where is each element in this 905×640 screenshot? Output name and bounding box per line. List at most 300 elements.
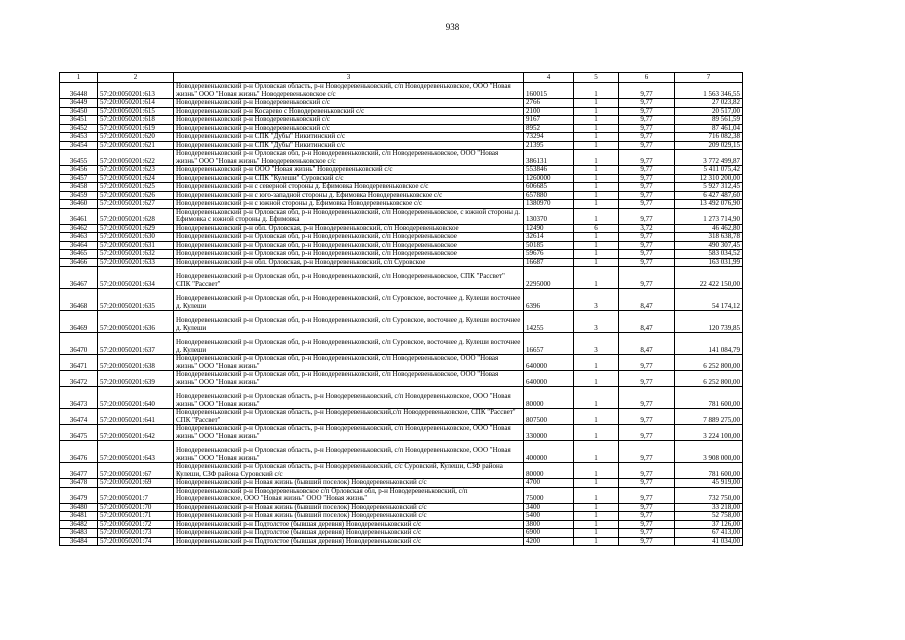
row-number-cell: 36480 xyxy=(60,503,98,512)
location-description-cell: Новодеревеньковский р-н СПК "Дубы" Никитинский с/с xyxy=(174,133,524,142)
rate-cell: 9,77 xyxy=(619,267,675,289)
rate-cell: 9,77 xyxy=(619,537,675,546)
rate-cell: 9,77 xyxy=(619,150,675,166)
table-row xyxy=(60,233,743,242)
area-cell: 14255 xyxy=(524,311,574,333)
value-cell: 5 927 312,45 xyxy=(675,183,743,192)
value-cell: 1 563 346,55 xyxy=(675,83,743,99)
value-cell: 120 739,85 xyxy=(675,311,743,333)
category-cell: 1 xyxy=(574,99,619,108)
location-description-cell: Новодеревеньковский р-н Орловская область, р-н Новодеревеньковский,с/п Новодеревеньковское, СПК "Рассвет" СПК "Рассвет" xyxy=(174,409,524,425)
category-cell: 1 xyxy=(574,425,619,441)
rate-cell: 9,77 xyxy=(619,479,675,488)
row-number-cell: 36458 xyxy=(60,183,98,192)
table-row xyxy=(60,116,743,125)
value-cell: 37 126,00 xyxy=(675,520,743,529)
location-description-cell: Новодеревеньковский р-н Орловская обл, р-н Новодеревеньковский, с/п Новодеревеньковское, ООО "Новая жизнь" ООО "Новая жизнь" xyxy=(174,355,524,371)
table-row xyxy=(60,166,743,175)
rate-cell: 9,77 xyxy=(619,183,675,192)
location-description-cell: Новодеревеньковский р-н обл. Орловская, р-н Новодеревеньковский, с/п Новодеревеньковское xyxy=(174,224,524,233)
location-description-cell: Новодеревеньковский р-н СПК "Кулеши" Суровский с/с xyxy=(174,174,524,183)
location-description-cell: Новодеревеньковский р-н Орловская область, р-н Новодеревеньковский, с/п Новодеревеньковское, ООО "Новая жизнь" ООО "Новая жизнь" xyxy=(174,387,524,409)
location-description-cell: Новодеревеньковский р-н обл. Орловская, р-н Новодеревеньковский, с/п Суровское xyxy=(174,258,524,267)
area-cell: 16657 xyxy=(524,333,574,355)
category-cell: 1 xyxy=(574,441,619,463)
area-cell: 4200 xyxy=(524,537,574,546)
value-cell: 67 413,00 xyxy=(675,529,743,538)
row-number-cell: 36469 xyxy=(60,311,98,333)
category-cell: 1 xyxy=(574,116,619,125)
value-cell: 732 750,00 xyxy=(675,487,743,503)
value-cell: 3 224 100,00 xyxy=(675,425,743,441)
row-number-cell: 36481 xyxy=(60,512,98,521)
row-number-cell: 36453 xyxy=(60,133,98,142)
area-cell: 553846 xyxy=(524,166,574,175)
row-number-cell: 36457 xyxy=(60,174,98,183)
area-cell: 4700 xyxy=(524,479,574,488)
category-cell: 1 xyxy=(574,479,619,488)
rate-cell: 9,77 xyxy=(619,233,675,242)
area-cell: 160015 xyxy=(524,83,574,99)
location-description-cell: Новодеревеньковский р-н Новая жизнь (бывший поселок) Новодеревеньковский с/с xyxy=(174,479,524,488)
row-number-cell: 36452 xyxy=(60,124,98,133)
value-cell: 13 492 076,90 xyxy=(675,200,743,209)
row-number-cell: 36479 xyxy=(60,487,98,503)
header-cell: 1 xyxy=(60,73,98,83)
category-cell: 1 xyxy=(574,387,619,409)
area-cell: 1260000 xyxy=(524,174,574,183)
cadastral-number-cell: 57:20:0050201:626 xyxy=(98,191,174,200)
value-cell: 33 218,00 xyxy=(675,503,743,512)
table-row xyxy=(60,487,743,503)
area-cell: 80000 xyxy=(524,463,574,479)
area-cell: 606685 xyxy=(524,183,574,192)
cadastral-number-cell: 57:20:0050201:629 xyxy=(98,224,174,233)
location-description-cell: Новодеревеньковский р-н Орловская обл, р-н Новодеревеньковский, с/п Суровское, восточнее д. Кулеши восточнее д. Кулеши xyxy=(174,333,524,355)
value-cell: 6 252 800,00 xyxy=(675,355,743,371)
cadastral-number-cell: 57:20:0050201:643 xyxy=(98,441,174,463)
rate-cell: 9,77 xyxy=(619,512,675,521)
table-row xyxy=(60,183,743,192)
cadastral-number-cell: 57:20:0050201:635 xyxy=(98,289,174,311)
category-cell: 1 xyxy=(574,124,619,133)
category-cell: 1 xyxy=(574,174,619,183)
area-cell: 21395 xyxy=(524,141,574,150)
row-number-cell: 36476 xyxy=(60,441,98,463)
value-cell: 163 031,99 xyxy=(675,258,743,267)
row-number-cell: 36483 xyxy=(60,529,98,538)
value-cell: 6 252 800,00 xyxy=(675,371,743,387)
cadastral-number-cell: 57:20:0050201:624 xyxy=(98,174,174,183)
value-cell: 54 174,12 xyxy=(675,289,743,311)
location-description-cell: Новодеревеньковский р-н Орловская обл, р-н Новодеревеньковский, с/п Новодеревеньковское xyxy=(174,241,524,250)
page-number: 938 xyxy=(445,22,460,32)
rate-cell: 8,47 xyxy=(619,289,675,311)
category-cell: 1 xyxy=(574,258,619,267)
location-description-cell: Новодеревеньковский р-н Новодеревеньковский с/с xyxy=(174,124,524,133)
value-cell: 781 600,00 xyxy=(675,387,743,409)
category-cell: 1 xyxy=(574,537,619,546)
cadastral-number-cell: 57:20:0050201:67 xyxy=(98,463,174,479)
header-cell: 2 xyxy=(98,73,174,83)
value-cell: 583 034,52 xyxy=(675,250,743,259)
location-description-cell: Новодеревеньковский р-н Орловская обл, р-н Новодеревеньковский, с/п Новодеревеньковское xyxy=(174,250,524,259)
location-description-cell: Новодеревеньковский р-н Орловская область, р-н Новодеревеньковский, с/с Суровский, Кулеши, СЗФ района Кулеши, СЗФ района Суровский с/с xyxy=(174,463,524,479)
rate-cell: 9,77 xyxy=(619,529,675,538)
category-cell: 1 xyxy=(574,200,619,209)
rate-cell: 9,77 xyxy=(619,250,675,259)
cadastral-number-cell: 57:20:0050201:613 xyxy=(98,83,174,99)
area-cell: 3400 xyxy=(524,503,574,512)
cadastral-number-cell: 57:20:0050201:641 xyxy=(98,409,174,425)
row-number-cell: 36472 xyxy=(60,371,98,387)
header-cell: 7 xyxy=(675,73,743,83)
location-description-cell: Новодеревеньковский р-н Косарево с Новодеревеньковский с/с xyxy=(174,107,524,116)
value-cell: 3 908 000,00 xyxy=(675,441,743,463)
category-cell: 1 xyxy=(574,409,619,425)
cadastral-number-cell: 57:20:0050201:632 xyxy=(98,250,174,259)
row-number-cell: 36473 xyxy=(60,387,98,409)
table-row xyxy=(60,174,743,183)
category-cell: 1 xyxy=(574,141,619,150)
rate-cell: 9,77 xyxy=(619,83,675,99)
value-cell: 6 427 487,60 xyxy=(675,191,743,200)
value-cell: 141 084,79 xyxy=(675,333,743,355)
area-cell: 1380970 xyxy=(524,200,574,209)
location-description-cell: Новодеревеньковский р-н Орловская обл, р-н Новодеревеньковский, с/п Суровское, восточнее д. Кулеши восточнее д. Кулеши xyxy=(174,289,524,311)
cadastral-number-cell: 57:20:0050201:638 xyxy=(98,355,174,371)
area-cell: 59676 xyxy=(524,250,574,259)
category-cell: 1 xyxy=(574,463,619,479)
rate-cell: 9,77 xyxy=(619,200,675,209)
rate-cell: 9,77 xyxy=(619,387,675,409)
row-number-cell: 36456 xyxy=(60,166,98,175)
category-cell: 3 xyxy=(574,289,619,311)
cadastral-number-cell: 57:20:0050201:71 xyxy=(98,512,174,521)
cadastral-number-cell: 57:20:0050201:642 xyxy=(98,425,174,441)
table-header-row xyxy=(60,73,743,83)
table-row xyxy=(60,107,743,116)
table-row xyxy=(60,83,743,99)
table-row xyxy=(60,463,743,479)
table-row xyxy=(60,250,743,259)
row-number-cell: 36459 xyxy=(60,191,98,200)
row-number-cell: 36471 xyxy=(60,355,98,371)
category-cell: 1 xyxy=(574,503,619,512)
table-row xyxy=(60,258,743,267)
table-row xyxy=(60,479,743,488)
category-cell: 1 xyxy=(574,183,619,192)
row-number-cell: 36467 xyxy=(60,267,98,289)
cadastral-number-cell: 57:20:0050201:614 xyxy=(98,99,174,108)
cadastral-number-cell: 57:20:0050201:628 xyxy=(98,208,174,224)
table-row xyxy=(60,267,743,289)
value-cell: 20 517,00 xyxy=(675,107,743,116)
value-cell: 89 561,59 xyxy=(675,116,743,125)
value-cell: 45 919,00 xyxy=(675,479,743,488)
rate-cell: 8,47 xyxy=(619,311,675,333)
row-number-cell: 36463 xyxy=(60,233,98,242)
location-description-cell: Новодеревеньковский р-н Орловская обл, р-н Новодеревеньковский, с/п Новодеревеньковское xyxy=(174,233,524,242)
rate-cell: 9,77 xyxy=(619,441,675,463)
row-number-cell: 36464 xyxy=(60,241,98,250)
header-cell: 5 xyxy=(574,73,619,83)
cadastral-number-cell: 57:20:0050201:72 xyxy=(98,520,174,529)
rate-cell: 9,77 xyxy=(619,133,675,142)
category-cell: 1 xyxy=(574,133,619,142)
table-row xyxy=(60,409,743,425)
table-row xyxy=(60,99,743,108)
location-description-cell: Новодеревеньковский р-н Подтолстое (бывшая деревня) Новодеревеньковский с/с xyxy=(174,520,524,529)
area-cell: 3800 xyxy=(524,520,574,529)
location-description-cell: Новодеревеньковский р-н Орловская область, р-н Новодеревеньковский, с/п Новодеревеньковское, ООО "Новая жизнь" ООО "Новая жизнь" xyxy=(174,441,524,463)
rate-cell: 9,77 xyxy=(619,124,675,133)
table-row xyxy=(60,387,743,409)
rate-cell: 9,77 xyxy=(619,191,675,200)
area-cell: 16687 xyxy=(524,258,574,267)
rate-cell: 9,77 xyxy=(619,463,675,479)
area-cell: 8952 xyxy=(524,124,574,133)
table-row xyxy=(60,441,743,463)
row-number-cell: 36468 xyxy=(60,289,98,311)
rate-cell: 9,77 xyxy=(619,166,675,175)
cadastral-number-cell: 57:20:0050201:637 xyxy=(98,333,174,355)
table-row xyxy=(60,355,743,371)
rate-cell: 9,77 xyxy=(619,355,675,371)
table-row xyxy=(60,520,743,529)
location-description-cell: Новодеревеньковский р-н с северной стороны д. Ефимовка Новодеревеньковское с/с xyxy=(174,183,524,192)
table-row xyxy=(60,311,743,333)
category-cell: 1 xyxy=(574,267,619,289)
row-number-cell: 36478 xyxy=(60,479,98,488)
header-cell: 3 xyxy=(174,73,524,83)
table-row xyxy=(60,512,743,521)
rate-cell: 9,77 xyxy=(619,107,675,116)
category-cell: 1 xyxy=(574,233,619,242)
cadastral-number-cell: 57:20:0050201:636 xyxy=(98,311,174,333)
location-description-cell: Новодеревеньковский р-н Подтолстое (бывшая деревня) Новодеревеньковский с/с xyxy=(174,537,524,546)
value-cell: 27 023,82 xyxy=(675,99,743,108)
cadastral-number-cell: 57:20:0050201:7 xyxy=(98,487,174,503)
location-description-cell: Новодеревеньковский р-н СПК "Дубы" Никитинский с/с xyxy=(174,141,524,150)
area-cell: 807500 xyxy=(524,409,574,425)
rate-cell: 9,77 xyxy=(619,241,675,250)
row-number-cell: 36465 xyxy=(60,250,98,259)
category-cell: 1 xyxy=(574,250,619,259)
category-cell: 3 xyxy=(574,311,619,333)
area-cell: 2100 xyxy=(524,107,574,116)
value-cell: 490 307,45 xyxy=(675,241,743,250)
row-number-cell: 36455 xyxy=(60,150,98,166)
area-cell: 130370 xyxy=(524,208,574,224)
area-cell: 6900 xyxy=(524,529,574,538)
location-description-cell: Новодеревеньковский р-н Орловская обл, р-н Новодеревеньковский, с/п Новодеревеньковское, СПК "Рассвет" СПК "Рассвет" xyxy=(174,267,524,289)
rate-cell: 9,77 xyxy=(619,487,675,503)
table-row xyxy=(60,200,743,209)
table-row xyxy=(60,371,743,387)
category-cell: 1 xyxy=(574,529,619,538)
value-cell: 1 273 714,90 xyxy=(675,208,743,224)
area-cell: 50185 xyxy=(524,241,574,250)
cadastral-number-cell: 57:20:0050201:70 xyxy=(98,503,174,512)
area-cell: 32614 xyxy=(524,233,574,242)
rate-cell: 9,77 xyxy=(619,520,675,529)
location-description-cell: Новодеревеньковский р-н Орловская область, р-н Новодеревеньковский, с/п Новодеревеньковское, ООО "Новая жизнь" ООО "Новая жизнь" xyxy=(174,425,524,441)
rate-cell: 9,77 xyxy=(619,141,675,150)
rate-cell: 8,47 xyxy=(619,333,675,355)
row-number-cell: 36470 xyxy=(60,333,98,355)
cadastral-number-cell: 57:20:0050201:69 xyxy=(98,479,174,488)
value-cell: 781 600,00 xyxy=(675,463,743,479)
area-cell: 73294 xyxy=(524,133,574,142)
area-cell: 12490 xyxy=(524,224,574,233)
cadastral-number-cell: 57:20:0050201:631 xyxy=(98,241,174,250)
cadastral-number-cell: 57:20:0050201:73 xyxy=(98,529,174,538)
table-row xyxy=(60,503,743,512)
row-number-cell: 36466 xyxy=(60,258,98,267)
cadastral-number-cell: 57:20:0050201:640 xyxy=(98,387,174,409)
row-number-cell: 36462 xyxy=(60,224,98,233)
area-cell: 640000 xyxy=(524,371,574,387)
table-row xyxy=(60,141,743,150)
table-row xyxy=(60,425,743,441)
location-description-cell: Новодеревеньковский р-н Орловская обл, р-н Новодеревеньковский, с/п Новодеревеньковское, с южной стороны д. Ефимовка с южной стороны д. Ефимовка xyxy=(174,208,524,224)
table-row xyxy=(60,241,743,250)
area-cell: 6396 xyxy=(524,289,574,311)
cadastral-number-cell: 57:20:0050201:620 xyxy=(98,133,174,142)
row-number-cell: 36449 xyxy=(60,99,98,108)
cadastral-number-cell: 57:20:0050201:633 xyxy=(98,258,174,267)
cadastral-number-cell: 57:20:0050201:619 xyxy=(98,124,174,133)
category-cell: 1 xyxy=(574,107,619,116)
area-cell: 657880 xyxy=(524,191,574,200)
row-number-cell: 36451 xyxy=(60,116,98,125)
location-description-cell: Новодеревеньковский р-н с южной стороны д. Ефимовка Новодеревеньковское с/с xyxy=(174,200,524,209)
table-row xyxy=(60,133,743,142)
location-description-cell: Новодеревеньковский р-н Новодеревеньковский с/с xyxy=(174,99,524,108)
row-number-cell: 36474 xyxy=(60,409,98,425)
row-number-cell: 36475 xyxy=(60,425,98,441)
cadastral-number-cell: 57:20:0050201:623 xyxy=(98,166,174,175)
value-cell: 318 638,78 xyxy=(675,233,743,242)
category-cell: 1 xyxy=(574,150,619,166)
location-description-cell: Новодеревеньковский р-н Новая жизнь (бывший поселок) Новодеревеньковский с/с xyxy=(174,503,524,512)
header-cell: 6 xyxy=(619,73,675,83)
value-cell: 7 889 275,00 xyxy=(675,409,743,425)
row-number-cell: 36450 xyxy=(60,107,98,116)
rate-cell: 9,77 xyxy=(619,425,675,441)
table-row xyxy=(60,529,743,538)
category-cell: 6 xyxy=(574,224,619,233)
location-description-cell: Новодеревеньковский р-н Орловская область, р-н Новодеревеньковский, с/п Новодеревеньковское, ООО "Новая жизнь" ООО "Новая жизнь" Новодеревеньковское с/с xyxy=(174,83,524,99)
value-cell: 52 758,00 xyxy=(675,512,743,521)
value-cell: 716 082,38 xyxy=(675,133,743,142)
cadastral-number-cell: 57:20:0050201:627 xyxy=(98,200,174,209)
row-number-cell: 36454 xyxy=(60,141,98,150)
cadastral-number-cell: 57:20:0050201:74 xyxy=(98,537,174,546)
row-number-cell: 36477 xyxy=(60,463,98,479)
location-description-cell: Новодеревеньковский р-н ООО "Новая жизнь" Новодеревеньковский с/с xyxy=(174,166,524,175)
category-cell: 1 xyxy=(574,371,619,387)
category-cell: 1 xyxy=(574,83,619,99)
location-description-cell: Новодеревеньковский р-н Новая жизнь (бывший поселок) Новодеревеньковский с/с xyxy=(174,512,524,521)
location-description-cell: Новодеревеньковский р-н Орловская обл, р-н Новодеревеньковский, с/п Новодеревеньковское, ООО "Новая жизнь" ООО "Новая жизнь" xyxy=(174,371,524,387)
area-cell: 9167 xyxy=(524,116,574,125)
area-cell: 2766 xyxy=(524,99,574,108)
value-cell: 46 462,80 xyxy=(675,224,743,233)
value-cell: 3 772 499,87 xyxy=(675,150,743,166)
cadastral-number-cell: 57:20:0050201:622 xyxy=(98,150,174,166)
rate-cell: 3,72 xyxy=(619,224,675,233)
row-number-cell: 36484 xyxy=(60,537,98,546)
cadastral-number-cell: 57:20:0050201:615 xyxy=(98,107,174,116)
area-cell: 5400 xyxy=(524,512,574,521)
table-row xyxy=(60,191,743,200)
table-row xyxy=(60,208,743,224)
category-cell: 1 xyxy=(574,241,619,250)
category-cell: 1 xyxy=(574,512,619,521)
row-number-cell: 36461 xyxy=(60,208,98,224)
rate-cell: 9,77 xyxy=(619,503,675,512)
location-description-cell: Новодеревеньковский р-н Новодеревеньковский с/с xyxy=(174,116,524,125)
value-cell: 5 411 075,42 xyxy=(675,166,743,175)
value-cell: 22 422 150,00 xyxy=(675,267,743,289)
category-cell: 1 xyxy=(574,355,619,371)
row-number-cell: 36482 xyxy=(60,520,98,529)
category-cell: 1 xyxy=(574,166,619,175)
rate-cell: 9,77 xyxy=(619,258,675,267)
cadastral-number-cell: 57:20:0050201:618 xyxy=(98,116,174,125)
category-cell: 1 xyxy=(574,191,619,200)
table-row xyxy=(60,224,743,233)
area-cell: 80000 xyxy=(524,387,574,409)
area-cell: 75000 xyxy=(524,487,574,503)
location-description-cell: Новодеревеньковский р-н Подтолстое (бывшая деревня) Новодеревеньковский с/с xyxy=(174,529,524,538)
location-description-cell: Новодеревеньковский р-н Орловская обл, р-н Новодеревеньковский, с/п Суровское, восточнее д. Кулеши восточнее д. Кулеши xyxy=(174,311,524,333)
cadastral-number-cell: 57:20:0050201:621 xyxy=(98,141,174,150)
value-cell: 87 461,04 xyxy=(675,124,743,133)
category-cell: 1 xyxy=(574,487,619,503)
value-cell: 41 034,00 xyxy=(675,537,743,546)
rate-cell: 9,77 xyxy=(619,116,675,125)
table-row xyxy=(60,333,743,355)
rate-cell: 9,77 xyxy=(619,99,675,108)
value-cell: 209 029,15 xyxy=(675,141,743,150)
area-cell: 2295000 xyxy=(524,267,574,289)
table-row xyxy=(60,537,743,546)
area-cell: 386131 xyxy=(524,150,574,166)
cadastral-number-cell: 57:20:0050201:634 xyxy=(98,267,174,289)
rate-cell: 9,77 xyxy=(619,174,675,183)
table-row xyxy=(60,289,743,311)
area-cell: 640000 xyxy=(524,355,574,371)
rate-cell: 9,77 xyxy=(619,371,675,387)
table-row xyxy=(60,150,743,166)
category-cell: 3 xyxy=(574,333,619,355)
category-cell: 1 xyxy=(574,208,619,224)
rate-cell: 9,77 xyxy=(619,409,675,425)
category-cell: 1 xyxy=(574,520,619,529)
cadastral-number-cell: 57:20:0050201:639 xyxy=(98,371,174,387)
value-cell: 12 310 200,00 xyxy=(675,174,743,183)
land-plots-table xyxy=(59,72,743,546)
rate-cell: 9,77 xyxy=(619,208,675,224)
location-description-cell: Новодеревеньковский р-н Новодеревеньковское с/п Орловская обл, р-н Новодеревеньковский, с/п Новодеревеньковское, ООО "Новая жизнь" ООО "Новая жизнь" xyxy=(174,487,524,503)
row-number-cell: 36448 xyxy=(60,83,98,99)
cadastral-number-cell: 57:20:0050201:625 xyxy=(98,183,174,192)
row-number-cell: 36460 xyxy=(60,200,98,209)
area-cell: 400000 xyxy=(524,441,574,463)
